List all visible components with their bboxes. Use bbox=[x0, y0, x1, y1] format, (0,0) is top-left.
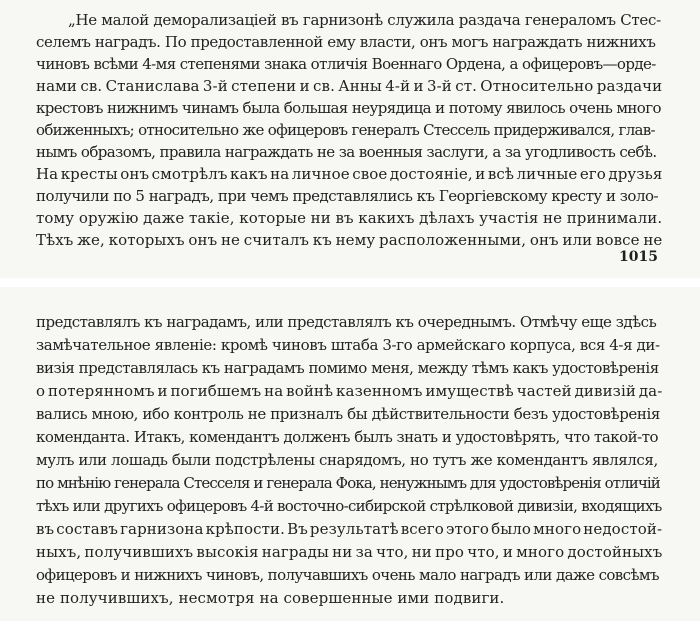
page-divider bbox=[0, 278, 700, 287]
text-line: о потерянномъ и погибшемъ на войнѣ казенномъ имуществѣ частей дивизій да- bbox=[36, 382, 663, 400]
text-line: офицеровъ и нижнихъ чиновъ, получавшихъ очень мало наградъ или даже совсѣмъ bbox=[36, 566, 659, 584]
text-line: въ составъ гарнизона крѣпости. Въ результатѣ всего этого было много недостой- bbox=[36, 520, 663, 538]
text-line: тому оружію даже такіе, которые ни въ какихъ дѣлахъ участія не принимали. bbox=[36, 209, 663, 227]
text-line: визія представлялась къ наградамъ помимо меня, между тѣмъ какъ удостовѣренія bbox=[36, 359, 659, 377]
text-line: ныхъ, получившихъ высокія награды ни за что, ни про что, и много достойныхъ bbox=[36, 543, 663, 561]
text-line: замѣчательное явленіе: кромѣ чиновъ штаба 3-го армейскаго корпуса, вся 4-я ди- bbox=[36, 336, 660, 354]
text-line: селемъ наградъ. По предоставленной ему власти, онъ могъ награждать нижнихъ bbox=[36, 33, 656, 51]
text-line: мулъ или лошадь были подстрѣлены снарядомъ, но тутъ же комендантъ являлся, bbox=[36, 451, 658, 469]
text-line: нами св. Станислава 3-й степени и св. Анны 4-й и 3-й ст. Относительно раздачи bbox=[36, 77, 663, 95]
text-line: коменданта. Итакъ, комендантъ долженъ былъ знать и удостовѣрять, что такой-то bbox=[36, 428, 659, 446]
bottom-page-scan bbox=[0, 287, 700, 621]
text-line: по мнѣнію генерала Стесселя и генерала Фока, ненужнымъ для удостовѣренія отличій bbox=[36, 474, 660, 492]
text-line: Тѣхъ же, которыхъ онъ не считалъ къ нему расположенными, онъ или вовсе не bbox=[36, 231, 663, 249]
text-line: не получившихъ, несмотря на совершенные ими подвиги. bbox=[36, 589, 505, 607]
text-line: нымъ образомъ, правила награждать не за военныя заслуги, а за угодливость себѣ. bbox=[36, 143, 657, 161]
text-line: крестовъ нижнимъ чинамъ была большая неурядица и потому явилось очень много bbox=[36, 99, 661, 117]
text-line: тѣхъ или другихъ офицеровъ 4-й восточно-сибирской стрѣлковой дивизіи, входящихъ bbox=[36, 497, 662, 515]
text-line: вались мною, ибо контроль не призналъ бы дѣйствительности безъ удостовѣренія bbox=[36, 405, 660, 423]
text-line: получили по 5 наградъ, при чемъ представлялись къ Георгіевскому кресту и золо- bbox=[36, 187, 659, 205]
text-line: обиженныхъ; относительно же офицеровъ генералъ Стессель придерживался, глав- bbox=[36, 121, 655, 139]
text-line: чиновъ всѣми 4-мя степенями знака отличія Военнаго Ордена, а офицеровъ—орде- bbox=[36, 55, 656, 73]
text-line: представлялъ къ наградамъ, или представлялъ къ очереднымъ. Отмѣчу еще здѣсь bbox=[36, 313, 657, 331]
text-line: „Не малой деморализаціей въ гарнизонѣ служила раздача генераломъ Стес- bbox=[68, 11, 661, 29]
top-page-scan bbox=[0, 0, 700, 278]
page-number: 1015 bbox=[619, 249, 658, 265]
text-line: На кресты онъ смотрѣлъ какъ на личное свое достояніе, и всѣ личные его друзья bbox=[36, 165, 663, 183]
